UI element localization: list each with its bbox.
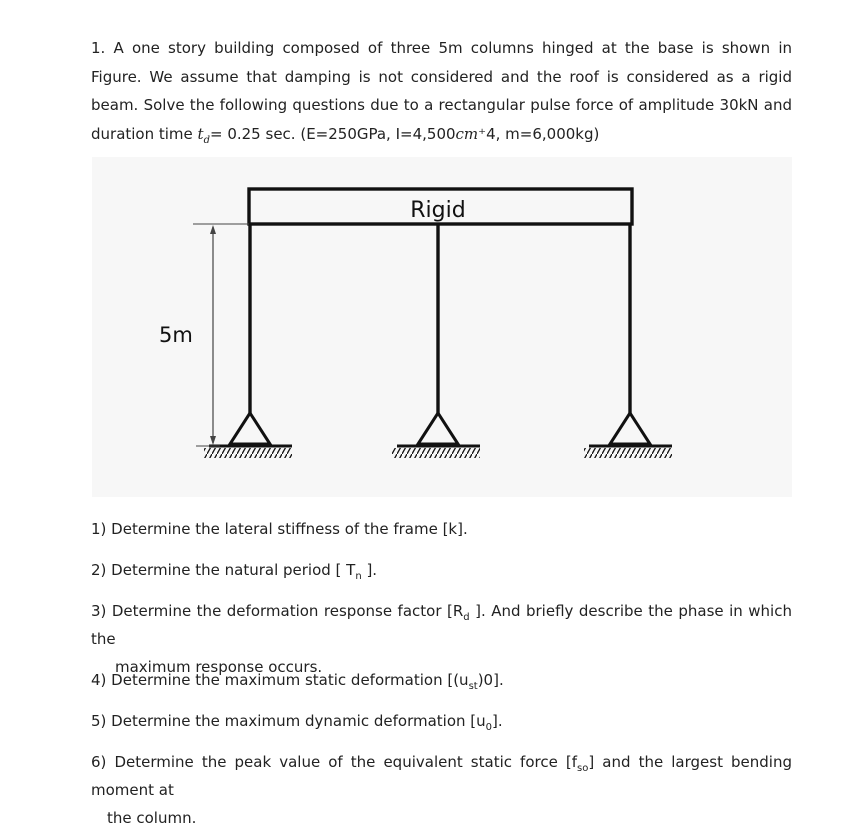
td-symbol: t bbox=[197, 124, 204, 143]
height-label: 5m bbox=[159, 323, 193, 347]
problem-statement bbox=[91, 34, 792, 148]
problem-intro: 1. A one story building composed of three 5m columns hinged at the base is shown in Figure. We assume that damping is not considered and the roof is considered as a rigid beam. Solve the following questions due to a rectangular pulse force of amplitude 30kN and duration time bbox=[91, 39, 792, 143]
question-1: 1) Determine the lateral stiffness of the frame [k]. bbox=[91, 520, 468, 538]
left-hinge-support bbox=[204, 413, 292, 458]
td-subscript: d bbox=[203, 134, 210, 146]
cm-unit: cm bbox=[455, 124, 479, 143]
right-hinge-support bbox=[584, 413, 672, 458]
question-2: 2) Determine the natural period [ $T_n$ ]. bbox=[91, 561, 378, 582]
params-suffix: ⁺4, m=6,000kg) bbox=[478, 124, 600, 143]
question-6: 6) Determine the peak value of the equivalent static force $[f_{so}]$ and the largest bending moment at the column. bbox=[91, 753, 792, 827]
td-value: = 0.25 bbox=[209, 124, 261, 143]
question-4: 4) Determine the maximum static deformation $[(u_{st})0]$. bbox=[91, 671, 504, 692]
frame-diagram bbox=[92, 157, 792, 497]
frame-figure bbox=[92, 157, 792, 497]
rigid-label: Rigid bbox=[410, 198, 466, 223]
height-dimension bbox=[193, 224, 249, 446]
question-3: 3) Determine the deformation response factor [$R_d$ ]. And briefly describe the phase in which the maximum response occurs. bbox=[91, 602, 792, 676]
params-prefix: sec. (E=250GPa, I=4,500 bbox=[265, 124, 456, 143]
question-5: 5) Determine the maximum dynamic deformation $[u_0]$. bbox=[91, 712, 503, 733]
middle-hinge-support bbox=[392, 413, 480, 458]
